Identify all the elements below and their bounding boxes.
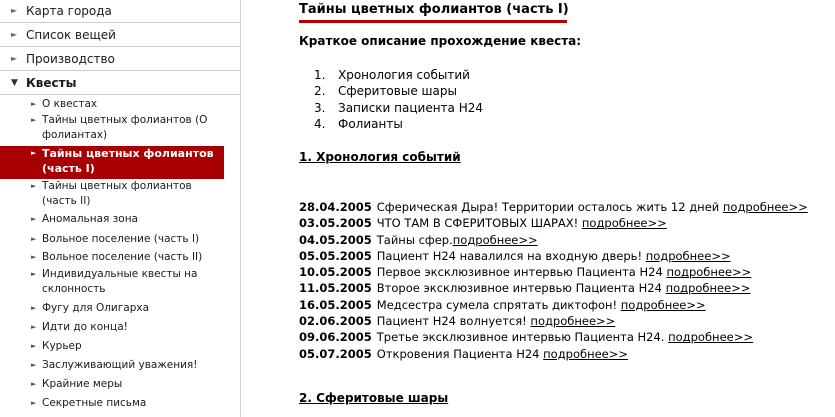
sidebar-item-label: Список вещей xyxy=(26,28,116,42)
list-item: 02.06.2005 Пациент Н24 волнуется! подробнее>> xyxy=(299,314,616,329)
arrow-right-icon: ► xyxy=(31,304,37,312)
arrow-right-icon: ► xyxy=(31,100,37,108)
sidebar-subitem-about-quests[interactable] xyxy=(0,97,224,112)
arrow-right-icon: ► xyxy=(31,253,37,261)
sidebar-subitem-label: Фугу для Олигарха xyxy=(42,302,150,314)
sidebar-subitem-go-to-end[interactable] xyxy=(0,320,224,335)
sidebar-item-production[interactable] xyxy=(0,48,241,71)
details-link[interactable]: подробнее>> xyxy=(666,265,752,280)
sidebar-subitem-label: Идти до конца! xyxy=(42,321,128,333)
sidebar-item-item-list[interactable] xyxy=(0,24,241,47)
sidebar-subitem-respect[interactable] xyxy=(0,358,224,373)
list-item: 05.05.2005 Пациент Н24 навалился на входную дверь! подробнее>> xyxy=(299,248,731,263)
sidebar-subitem-label: Тайны цветных фолиантов (часть II) xyxy=(42,180,192,207)
sidebar-subitem-label: Вольное поселение (часть I) xyxy=(42,233,200,245)
details-link[interactable]: подробнее>> xyxy=(620,297,706,312)
arrow-right-icon: ► xyxy=(31,399,37,407)
arrow-down-icon: ▼ xyxy=(11,78,18,88)
sidebar-subitem-folios-about[interactable] xyxy=(0,113,224,143)
arrow-right-icon: ► xyxy=(31,182,37,190)
arrow-right-icon: ► xyxy=(31,149,37,157)
sidebar-subitem-label: Аномальная зона xyxy=(42,213,138,225)
sidebar-subitem-label: Тайны цветных фолиантов (часть I) xyxy=(42,147,214,175)
details-link[interactable]: подробнее>> xyxy=(668,330,753,345)
toc-item: 2. Сферитовые шары xyxy=(314,84,457,99)
sidebar-subitem-label: Курьер xyxy=(42,340,82,352)
toc-item: 4. Фолианты xyxy=(314,116,403,131)
toc-item: 3. Записки пациента Н24 xyxy=(314,100,483,115)
list-item: 11.05.2005 Второе эксклюзивное интервью Пациента Н24 подробнее>> xyxy=(299,281,751,296)
details-link[interactable]: подробнее>> xyxy=(452,232,538,247)
sidebar-nav xyxy=(0,0,241,417)
arrow-right-icon: ► xyxy=(31,235,37,243)
toc-item: 1. Хронология событий xyxy=(314,68,470,82)
sidebar-subitem-folios-part2[interactable] xyxy=(0,179,224,209)
details-link[interactable]: подробнее>> xyxy=(581,216,667,231)
sidebar-item-quests[interactable] xyxy=(0,72,241,95)
sidebar-subitem-free-settlement-2[interactable] xyxy=(0,250,224,265)
arrow-right-icon: ► xyxy=(31,361,37,369)
sidebar-subitem-label: Вольное поселение (часть II) xyxy=(42,251,203,263)
list-item: 05.07.2005 Откровения Пациента Н24 подробнее>> xyxy=(299,346,629,361)
arrow-right-icon: ► xyxy=(11,30,18,39)
list-item: 03.05.2005 ЧТО ТАМ В СФЕРИТОВЫХ ШАРАХ! подробнее>> xyxy=(299,216,667,231)
sidebar-item-label: Производство xyxy=(26,52,115,66)
title-underline xyxy=(299,20,567,23)
section-heading-chronology[interactable]: 1. Хронология событий xyxy=(299,150,461,164)
sidebar-subitem-fugu-oligarch[interactable] xyxy=(0,301,224,316)
intro-text: Краткое описание прохождение квеста: xyxy=(299,34,582,48)
details-link[interactable]: подробнее>> xyxy=(645,248,731,263)
details-link[interactable]: подробнее>> xyxy=(530,314,616,329)
arrow-right-icon: ► xyxy=(31,116,37,124)
table-of-contents xyxy=(314,67,483,132)
sidebar-subitem-label: Заслуживающий уважения! xyxy=(42,359,198,371)
sidebar-subitem-folios-part1[interactable] xyxy=(0,146,224,179)
details-link[interactable]: подробнее>> xyxy=(543,346,629,361)
arrow-right-icon: ► xyxy=(31,215,37,223)
arrow-right-icon: ► xyxy=(31,342,37,350)
section-heading-spheres[interactable]: 2. Сферитовые шары xyxy=(299,391,449,405)
sidebar-subitem-free-settlement-1[interactable] xyxy=(0,232,224,247)
arrow-right-icon: ► xyxy=(31,380,37,388)
sidebar-subitem-anomaly-zone[interactable] xyxy=(0,212,224,227)
arrow-right-icon: ► xyxy=(11,6,18,15)
sidebar-subitem-extreme-measures[interactable] xyxy=(0,377,224,392)
arrow-right-icon: ► xyxy=(31,270,37,278)
sidebar-item-label: Карта города xyxy=(26,4,112,18)
sidebar-item-city-map[interactable] xyxy=(0,0,241,23)
events-list xyxy=(299,199,808,362)
page-title: Тайны цветных фолиантов (часть I) xyxy=(299,2,569,17)
arrow-right-icon: ► xyxy=(11,54,18,63)
sidebar-subitem-label: О квестах xyxy=(42,98,98,110)
list-item: 10.05.2005 Первое эксклюзивное интервью Пациента Н24 подробнее>> xyxy=(299,265,752,280)
sidebar-subitem-label: Крайние меры xyxy=(42,378,123,390)
list-item: 04.05.2005 Тайны сфер.подробнее>> xyxy=(299,232,538,247)
sidebar-subitem-label: Тайны цветных фолиантов (О фолиантах) xyxy=(42,114,208,141)
list-item: 09.06.2005 Третье эксклюзивное интервью Пациента Н24. подробнее>> xyxy=(299,330,753,345)
sidebar-subitem-individual-quests[interactable] xyxy=(0,267,224,297)
details-link[interactable]: подробнее>> xyxy=(665,281,751,296)
sidebar-subitem-courier[interactable] xyxy=(0,339,224,354)
arrow-right-icon: ► xyxy=(31,323,37,331)
list-item: 28.04.2005 Сферическая Дыра! Территории осталось жить 12 дней подробнее>> xyxy=(299,200,808,214)
list-item: 16.05.2005 Медсестра сумела спрятать диктофон! подробнее>> xyxy=(299,297,706,312)
details-link[interactable]: подробнее>> xyxy=(722,200,808,214)
main-content xyxy=(262,0,835,417)
sidebar-subitem-label: Индивидуальные квесты на склонность xyxy=(42,268,198,295)
sidebar-subitem-secret-letters[interactable] xyxy=(0,396,224,411)
sidebar-item-label: Квесты xyxy=(26,76,77,90)
sidebar-subitem-label: Секретные письма xyxy=(42,397,147,409)
